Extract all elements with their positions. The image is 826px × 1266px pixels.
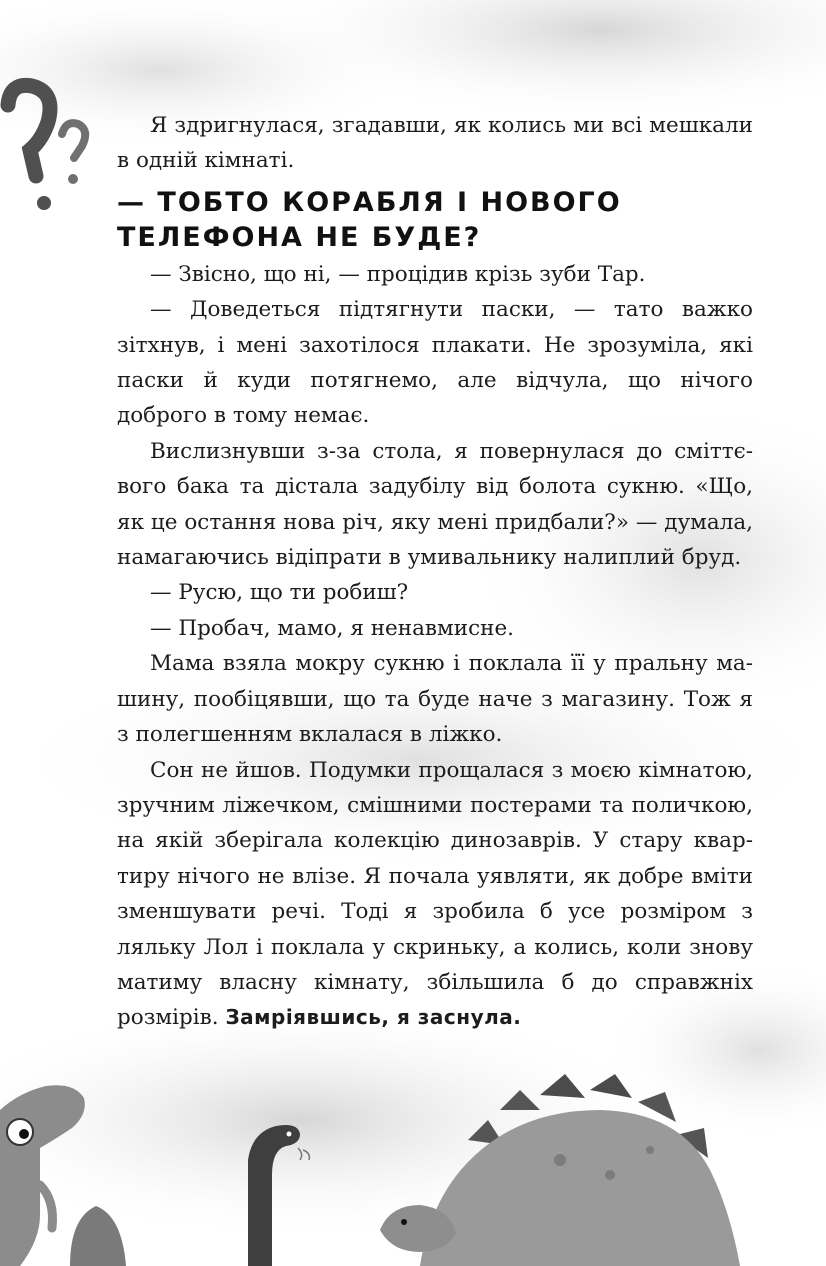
page-text (117, 108, 753, 1036)
paragraph-2: — Звісно, що ні, — процідив крізь зуби Тар. (150, 261, 646, 287)
dinosaur-left-icon (0, 1085, 126, 1266)
long-neck-dinosaur-icon (248, 1125, 309, 1266)
question-marks-icon (8, 85, 85, 210)
paragraph-8-display-end: Замріявшись, я заснула. (225, 1005, 522, 1030)
display-heading: — ТОБТО КОРАБЛЯ І НОВОГО ТЕЛЕФОНА НЕ БУДЕ? (117, 186, 622, 253)
paragraph-6: — Пробач, мамо, я ненавмисне. (150, 615, 514, 641)
paragraph-1: Я здригнулася, згадавши, як колись ми всі мешкали в одній кімнаті. (117, 113, 753, 174)
paragraph-3: — Доведеться підтягнути паски, — тато важко зітхнув, і мені захотілося плакати. Не зрозуміла, які паски й куди потягнемо, але відчула, що нічого доброго в тому немає. (117, 297, 753, 429)
paragraph-4: Вислизнувши з-за стола, я повернулася до сміттєвого бака та дістала задубілу від болота сукню. «Що, як це остання нова річ, яку мені придбали?» — думала, намагаючись відіпрати в умивальнику налиплий бруд. (117, 438, 753, 571)
paragraph-5: — Русю, що ти робиш? (150, 580, 409, 606)
paragraph-7: Мама взяла мокру сукню і поклала її у пральну машину, пообіцявши, що та буде наче з магазину. Тож я з полегшенням вклалася в ліжко. (117, 651, 753, 748)
paragraph-8-body: Сон не йшов. Подумки прощалася з моєю кімнатою, зручним ліжечком, смішними постерами та поличкою, на якій зберігала колекцію динозаврів. У стару квартиру нічого не влізе. Я почала уявляти, як добре вміти зменшувати речі. Тоді я зробила б усе розміром з ляльку Лол і поклала у скриньку, а колись, коли знову матиму власну кімнату, збільшила б до справжніх розмірів. (117, 757, 753, 1031)
stegosaurus-icon (380, 1074, 740, 1266)
paragraph-8 (117, 753, 753, 1036)
